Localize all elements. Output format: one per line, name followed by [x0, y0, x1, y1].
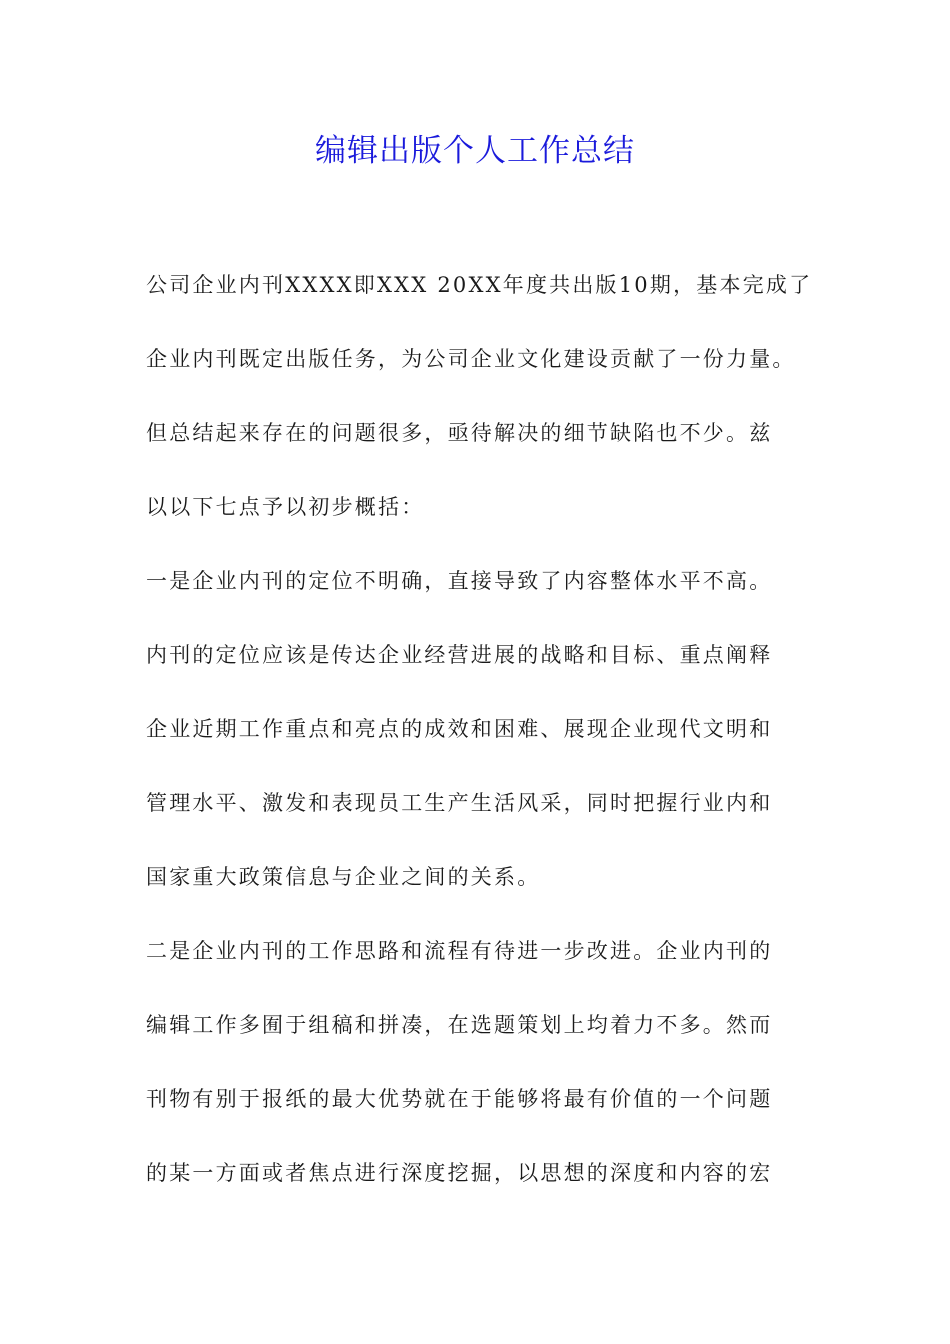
- body-line: 以以下七点予以初步概括：: [146, 495, 425, 519]
- document-title: 编辑出版个人工作总结: [315, 133, 635, 169]
- body-line: 内刊的定位应该是传达企业经营进展的战略和目标、重点阐释: [146, 643, 773, 667]
- body-line: 企业内刊既定出版任务，为公司企业文化建设贡献了一份力量。: [146, 347, 796, 371]
- body-line: 二是企业内刊的工作思路和流程有待进一步改进。企业内刊的: [146, 939, 773, 963]
- body-line: 但总结起来存在的问题很多，亟待解决的细节缺陷也不少。兹: [146, 421, 773, 445]
- body-line: 的某一方面或者焦点进行深度挖掘，以思想的深度和内容的宏: [146, 1161, 773, 1185]
- body-line: 企业近期工作重点和亮点的成效和困难、展现企业现代文明和: [146, 717, 773, 741]
- body-line: 一是企业内刊的定位不明确，直接导致了内容整体水平不高。: [146, 569, 773, 593]
- body-line: 管理水平、激发和表现员工生产生活风采，同时把握行业内和: [146, 791, 773, 815]
- body-line: 国家重大政策信息与企业之间的关系。: [146, 865, 541, 889]
- body-line: 编辑工作多囿于组稿和拼凑，在选题策划上均着力不多。然而: [146, 1013, 773, 1037]
- document-body: [146, 260, 826, 1222]
- body-line: 刊物有别于报纸的最大优势就在于能够将最有价值的一个问题: [146, 1087, 773, 1111]
- body-line: 公司企业内刊XXXX即XXX 20XX年度共出版10期，基本完成了: [146, 273, 813, 297]
